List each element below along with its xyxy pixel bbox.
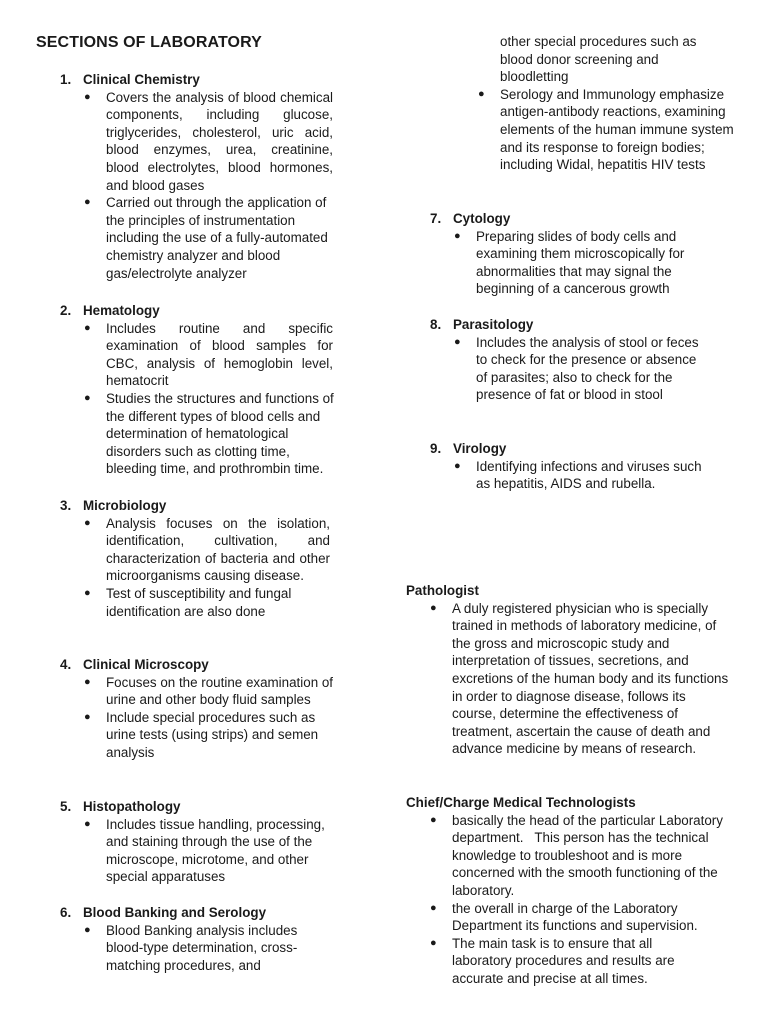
section-heading: 1. Clinical Chemistry (60, 72, 200, 87)
list-item: ● Test of susceptibility and fungal identification are also done (84, 585, 292, 619)
bullet-icon: ● (478, 87, 485, 100)
role-pathologist (406, 582, 730, 758)
list-item: ● Identifying infections and viruses such as hepatitis, AIDS and rubella. (454, 458, 702, 492)
section-microbiology (60, 497, 330, 620)
bullet-icon: ● (84, 321, 91, 334)
list-item: ● Carried out through the application of the principles of instrumentation including the use of a fully-automated chemistry analyzer and blood gas/electrolyte analyzer (84, 195, 328, 281)
list-item: ● Serology and Immunology emphasize antigen-antibody reactions, examining elements of the human immune system and its response to foreign bodies; including Widal, hepatitis HIV tests (478, 86, 734, 173)
list-item: ● Blood Banking analysis includes blood-type determination, cross-matching procedures, and (84, 922, 298, 973)
bullet-icon: ● (430, 813, 437, 826)
section-virology (430, 440, 710, 493)
section-hematology (60, 302, 338, 478)
list-item: ● Includes tissue handling, processing, and staining through the use of the microscope, microtome, and other special apparatuses (84, 816, 325, 885)
section-heading: 9. Virology (430, 441, 507, 456)
bullet-icon: ● (84, 586, 91, 599)
section-heading: 3. Microbiology (60, 498, 167, 513)
section-heading: 5. Histopathology (60, 799, 181, 814)
bullet-icon: ● (84, 516, 91, 529)
list-item: ● Includes routine and specific examination of blood samples for CBC, analysis of hemoglobin level, hematocrit (84, 320, 333, 389)
section-heading: 8. Parasitology (430, 317, 534, 332)
section-blood-banking-serology (60, 904, 320, 974)
section-clinical-microscopy (60, 656, 338, 762)
section-heading: 2. Hematology (60, 303, 160, 318)
list-item: ● basically the head of the particular Laboratory department. This person has the technical knowledge to troubleshoot and is more concerned with the smooth functioning of the laboratory. (430, 812, 727, 898)
list-item: ● Analysis focuses on the isolation, identification, cultivation, and characterization of bacteria and other microorganisms causing disease. (84, 515, 330, 584)
section-heading: 4. Clinical Microscopy (60, 657, 209, 672)
bullet-icon: ● (430, 936, 437, 949)
bullet-icon: ● (84, 90, 91, 103)
bullet-icon: ● (84, 710, 91, 723)
section-heading: 7. Cytology (430, 211, 511, 226)
list-item: ● Include special procedures such as urine tests (using strips) and semen analysis (84, 709, 319, 760)
section-heading: 6. Blood Banking and Serology (60, 905, 267, 920)
list-item: ● the overall in charge of the Laboratory Department its functions and supervision. (430, 900, 698, 934)
bullet-icon: ● (454, 229, 461, 242)
bullet-icon: ● (84, 675, 91, 688)
bullet-icon: ● (454, 335, 461, 348)
section-cytology (430, 210, 706, 298)
list-item: ● A duly registered physician who is specially trained in methods of laboratory medicine, of the gross and microscopic study and interpretation of tissues, secretions, and excretions of the human body and its functions in order to diagnose disease, follows its course, determine the effectiveness of treatment, ascertain the cause of death and advance medicine by means of research. (430, 600, 729, 757)
section-parasitology (430, 316, 706, 404)
list-item: ● Studies the structures and functions of the different types of blood cells and determination of hematological disorders such as clotting time, bleeding time, and prothrombin time. (84, 390, 334, 477)
list-item: ● The main task is to ensure that all laboratory procedures and results are accurate and precise at all times. (430, 935, 675, 986)
list-item: ● Includes the analysis of stool or feces to check for the presence or absence of parasites; also to check for the presence of fat or blood in stool (454, 334, 699, 403)
list-item: ● Covers the analysis of blood chemical components, including glucose, triglycerides, cholesterol, uric acid, blood enzymes, urea, creatinine, blood electrolytes, blood hormones, and blood gases (84, 89, 333, 193)
page-title: SECTIONS OF LABORATORY (36, 34, 262, 51)
bullet-icon: ● (430, 901, 437, 914)
bullet-icon: ● (84, 817, 91, 830)
bullet-icon: ● (454, 459, 461, 472)
list-item: ● Focuses on the routine examination of urine and other body fluid samples (84, 674, 334, 708)
role-heading: Chief/Charge Medical Technologists (406, 795, 636, 810)
bullet-icon: ● (84, 923, 91, 936)
section-histopathology (60, 798, 338, 886)
list-item-continued: other special procedures such as blood donor screening and bloodletting (500, 34, 697, 85)
role-heading: Pathologist (406, 583, 479, 598)
section-blood-banking-serology-continued (454, 33, 734, 174)
role-chief-medical-technologists (406, 794, 734, 988)
bullet-icon: ● (84, 196, 91, 209)
bullet-icon: ● (84, 391, 91, 404)
list-item: ● Preparing slides of body cells and examining them microscopically for abnormalities that may signal the beginning of a cancerous growth (454, 228, 685, 297)
bullet-icon: ● (430, 601, 437, 614)
section-clinical-chemistry (60, 71, 333, 282)
